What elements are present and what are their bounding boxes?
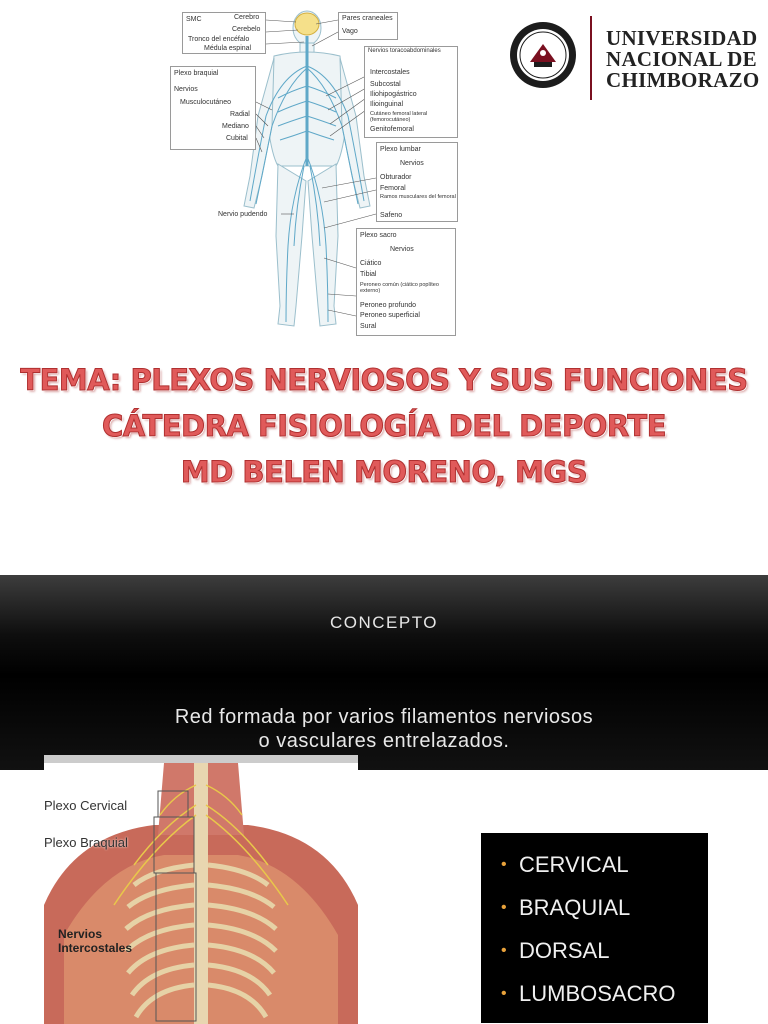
plexus-list [501, 843, 708, 1015]
title-topic: TEMA: PLEXOS NERVIOSOS Y SUS FUNCIONES [20, 363, 748, 397]
label-plexo-sacro: Plexo sacro [360, 232, 397, 239]
label-nervios-1: Nervios [174, 86, 198, 93]
label-plexo-lumbar: Plexo lumbar [380, 146, 421, 153]
label-peroneo-superficial: Peroneo superficial [360, 312, 420, 319]
university-name-line1: UNIVERSIDAD [606, 26, 758, 50]
definition-line-1: Red formada por varios filamentos nerviosos [174, 706, 594, 728]
label-intercostales: Intercostales [370, 69, 410, 76]
university-name-line2: NACIONAL DE [606, 47, 757, 71]
label-cerebro: Cerebro [234, 14, 260, 21]
seal-icon [508, 20, 578, 90]
definition-line-2: o vasculares entrelazados. [258, 730, 510, 752]
label-cubital: Cubital [226, 135, 248, 142]
bullet-icon: • [501, 899, 507, 916]
label-plexo-cervical: Plexo Cervical [44, 798, 128, 813]
list-item-label: CERVICAL [519, 852, 629, 877]
list-item-label: LUMBOSACRO [519, 981, 676, 1006]
label-genitofemoral: Genitofemoral [370, 126, 414, 133]
nervous-system-figure [166, 6, 460, 338]
label-musculocutaneo: Musculocutáneo [180, 99, 231, 106]
title-course: CÁTEDRA FISIOLOGÍA DEL DEPORTE [101, 409, 667, 443]
bullet-icon: • [501, 856, 507, 873]
label-ciatico: Ciático [360, 260, 382, 267]
label-smc: SMC [186, 16, 202, 23]
slide-2 [0, 575, 768, 1024]
label-ramos: Ramos musculares del femoral [380, 194, 456, 200]
label-ilioinguinal: Ilioinguinal [370, 101, 404, 108]
label-mediano: Mediano [222, 123, 249, 130]
label-tronco: Tronco del encéfalo [188, 36, 250, 43]
presentation-title [0, 357, 768, 495]
concept-header-band [0, 575, 768, 770]
concept-definition [0, 705, 768, 753]
bullet-icon: • [501, 985, 507, 1002]
lumbar-label-box [376, 142, 458, 222]
label-cerebelo: Cerebelo [232, 26, 261, 33]
concept-heading: CONCEPTO [329, 613, 439, 632]
back-anatomy-image [44, 755, 358, 1024]
list-item [501, 886, 708, 929]
label-nervios-3: Nervios [390, 246, 414, 253]
label-nervios-2: Nervios [400, 160, 424, 167]
anatomy-illustration [44, 755, 358, 1024]
label-nervios-intercostales: Nervios Intercostales [58, 927, 133, 955]
label-medula: Médula espinal [204, 45, 252, 52]
label-obturador: Obturador [380, 174, 412, 181]
university-name [606, 28, 760, 91]
label-vago: Vago [342, 28, 358, 35]
label-sural: Sural [360, 323, 377, 330]
label-plexo-braquial: Plexo braquial [174, 70, 219, 77]
label-iliohipogastrico: Iliohipogástrico [370, 91, 417, 98]
plexus-list-box [481, 833, 708, 1023]
university-seal-logo [508, 20, 578, 90]
label-tibial: Tibial [360, 271, 377, 278]
label-plexo-braquial-2: Plexo Braquial [44, 835, 128, 850]
label-safeno: Safeno [380, 212, 403, 219]
logo-divider [590, 16, 592, 100]
title-author: MD BELEN MORENO, MGS [180, 455, 588, 489]
list-item [501, 843, 708, 886]
list-item [501, 929, 708, 972]
list-item-label: BRAQUIAL [519, 895, 631, 920]
label-pudendo: Nervio pudendo [218, 211, 268, 218]
bullet-icon: • [501, 942, 507, 959]
label-femoral: Femoral [380, 185, 406, 192]
label-radial: Radial [230, 111, 250, 118]
list-item-label: DORSAL [519, 938, 610, 963]
label-peroneo-comun: Peroneo común (ciático poplíteo externo) [360, 282, 439, 294]
university-name-line3: CHIMBORAZO [606, 68, 760, 92]
list-item [501, 972, 708, 1015]
label-peroneo-profundo: Peroneo profundo [360, 302, 417, 309]
label-cutaneo: Cutáneo femoral lateral (femorocutáneo) [370, 111, 428, 123]
label-nervios-toraco: Nervios toracoabdominales [368, 48, 441, 54]
label-pares: Pares craneales [342, 15, 393, 22]
label-subcostal: Subcostal [370, 81, 401, 88]
